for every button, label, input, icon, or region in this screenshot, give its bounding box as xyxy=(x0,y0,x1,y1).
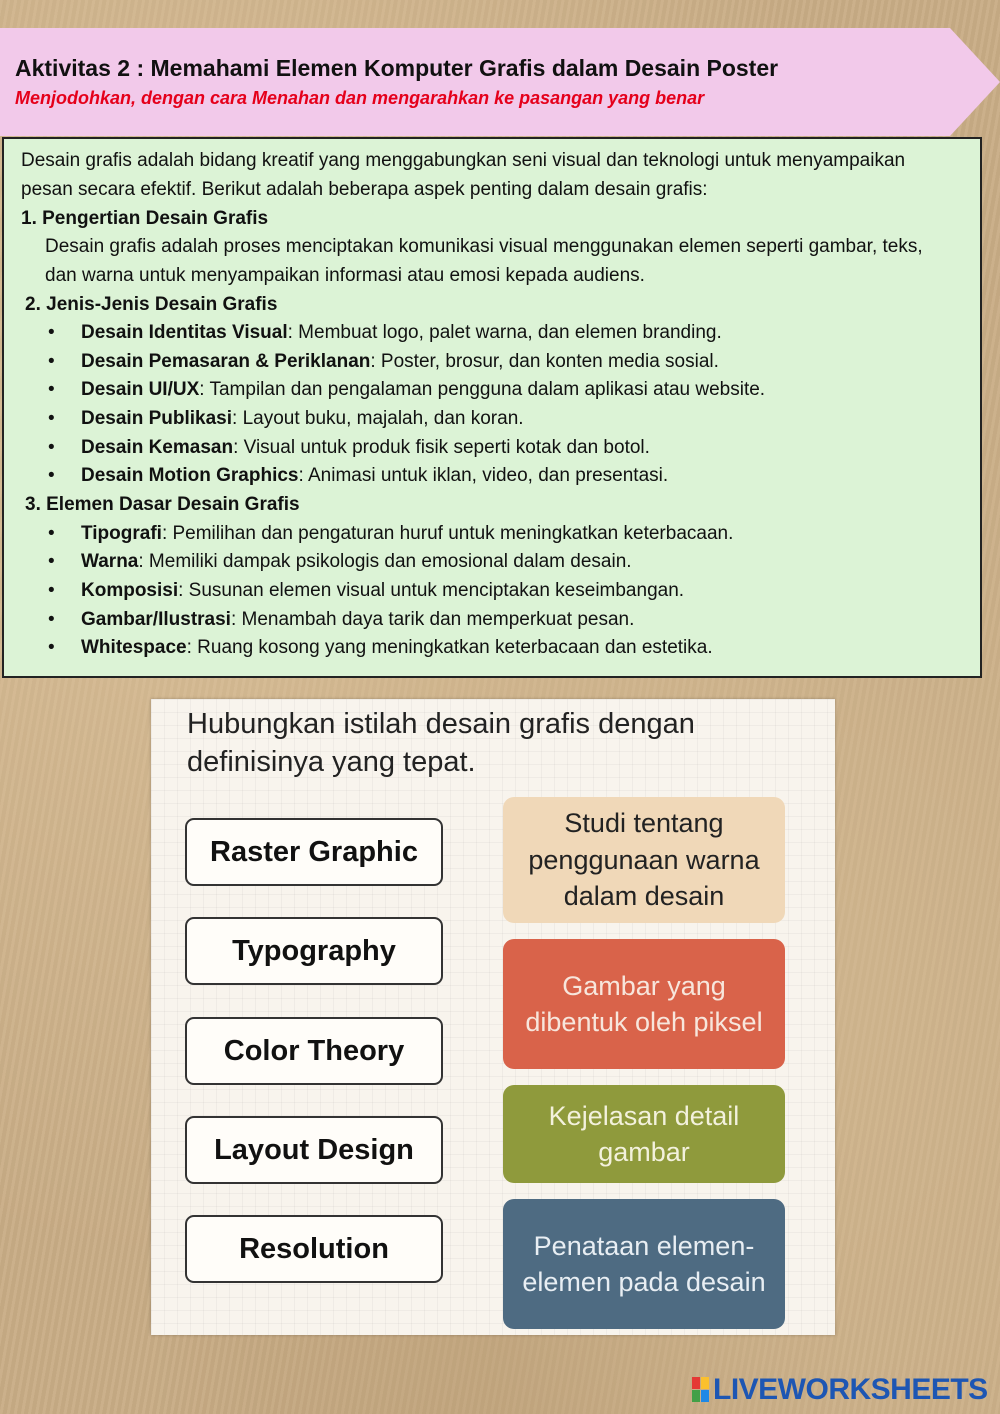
term-resolution[interactable]: Resolution xyxy=(185,1215,443,1283)
bullet-icon: • xyxy=(48,637,55,658)
liveworksheets-logo-text: LIVEWORKSHEETS xyxy=(713,1373,988,1406)
bullet-icon: • xyxy=(48,465,55,486)
list-item-term: Whitespace xyxy=(81,637,187,658)
bullet-icon: • xyxy=(48,322,55,343)
list-item-desc: : Tampilan dan pengalaman pengguna dalam aplikasi atau website. xyxy=(199,379,766,400)
section-heading-elements: 3. Elemen Dasar Desain Grafis xyxy=(25,494,300,515)
quiz-question: Hubungkan istilah desain grafis dengan definisinya yang tepat. xyxy=(187,708,695,778)
list-item-desc: : Animasi untuk iklan, video, dan presentasi. xyxy=(298,465,669,486)
bullet-icon: • xyxy=(48,580,55,601)
list-item-term: Desain Pemasaran & Periklanan xyxy=(81,351,371,372)
list-item-term: Desain Identitas Visual xyxy=(81,322,288,343)
definition-image-clarity[interactable]: Kejelasan detail gambar xyxy=(503,1085,785,1183)
list-item-term: Desain Publikasi xyxy=(81,408,233,429)
list-item-desc: : Memiliki dampak psikologis dan emosional dalam desain. xyxy=(138,551,632,572)
liveworksheets-logo-icon xyxy=(692,1377,710,1403)
list-item-desc: : Menambah daya tarik dan memperkuat pesan. xyxy=(230,609,635,630)
activity-banner xyxy=(0,28,1000,136)
list-item-term: Desain Motion Graphics xyxy=(81,465,299,486)
bullet-icon: • xyxy=(48,609,55,630)
definition-pixel-image[interactable]: Gambar yang dibentuk oleh piksel xyxy=(503,939,785,1069)
definition-color-study[interactable]: Studi tentang penggunaan warna dalam desain xyxy=(503,797,785,923)
list-item-term: Gambar/Ilustrasi xyxy=(81,609,231,630)
definition-text: Desain grafis adalah proses menciptakan komunikasi visual menggunakan elemen seperti gambar, teks, dan warna untuk menyampaikan informasi atau emosi kepada audiens. xyxy=(45,236,923,286)
list-item-term: Desain Kemasan xyxy=(81,437,234,458)
term-raster-graphic[interactable]: Raster Graphic xyxy=(185,818,443,886)
list-item-desc: : Susunan elemen visual untuk menciptakan keseimbangan. xyxy=(178,580,685,601)
activity-title: Aktivitas 2 : Memahami Elemen Komputer Grafis dalam Desain Poster xyxy=(15,55,779,81)
intro-text: Desain grafis adalah bidang kreatif yang menggabungkan seni visual dan teknologi untuk menyampaikan pesan secara efektif. Berikut adalah beberapa aspek penting dalam desain grafis: xyxy=(21,150,906,200)
term-layout-design[interactable]: Layout Design xyxy=(185,1116,443,1184)
term-typography[interactable]: Typography xyxy=(185,917,443,985)
definition-element-arrangement[interactable]: Penataan elemen-elemen pada desain xyxy=(503,1199,785,1329)
list-item-desc: : Visual untuk produk fisik seperti kotak dan botol. xyxy=(233,437,650,458)
list-item-term: Warna xyxy=(81,551,139,572)
bullet-icon: • xyxy=(48,523,55,544)
list-item-desc: : Layout buku, majalah, dan koran. xyxy=(232,408,524,429)
term-color-theory[interactable]: Color Theory xyxy=(185,1017,443,1085)
list-item-desc: : Membuat logo, palet warna, dan elemen branding. xyxy=(287,322,722,343)
bullet-icon: • xyxy=(48,437,55,458)
matching-quiz xyxy=(151,699,835,1335)
list-item-desc: : Ruang kosong yang meningkatkan keterbacaan dan estetika. xyxy=(186,637,713,658)
section-heading-definition: 1. Pengertian Desain Grafis xyxy=(21,208,269,229)
list-item-term: Tipografi xyxy=(81,523,162,544)
bullet-icon: • xyxy=(48,379,55,400)
list-item-desc: : Poster, brosur, dan konten media sosial. xyxy=(370,351,719,372)
info-box xyxy=(2,137,982,678)
section-heading-types: 2. Jenis-Jenis Desain Grafis xyxy=(25,294,278,315)
bullet-icon: • xyxy=(48,408,55,429)
list-item-desc: : Pemilihan dan pengaturan huruf untuk meningkatkan keterbacaan. xyxy=(161,523,734,544)
list-item-term: Komposisi xyxy=(81,580,179,601)
activity-instructions: Menjodohkan, dengan cara Menahan dan mengarahkan ke pasangan yang benar xyxy=(15,88,705,108)
bullet-icon: • xyxy=(48,351,55,372)
list-item-term: Desain UI/UX xyxy=(81,379,200,400)
bullet-icon: • xyxy=(48,551,55,572)
liveworksheets-logo xyxy=(692,1374,988,1406)
